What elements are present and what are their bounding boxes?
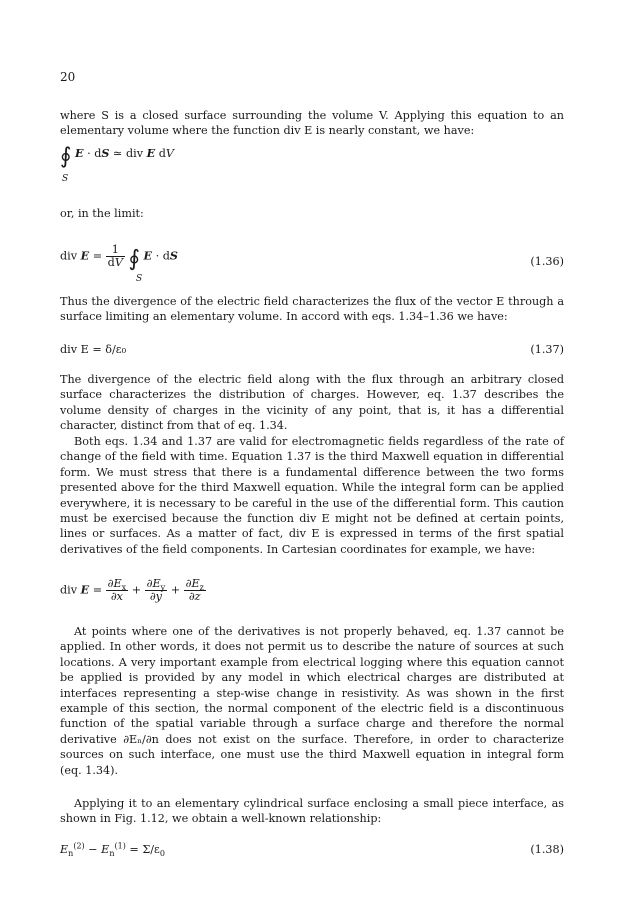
page-number: 20 xyxy=(60,70,76,84)
equation-flux-approx: ∮ E · dS ≃ div E dV S xyxy=(60,144,174,184)
equation-1-38: $E_n^{(2)} - E_n^{(1)} = \Sigma/\varepsilon_0$ (1.38) xyxy=(60,841,564,859)
paragraph-2: or, in the limit: xyxy=(60,207,144,220)
equation-number: (1.37) xyxy=(530,343,564,356)
paragraph-7: Applying it to an elementary cylindrical surface enclosing a small piece interface, as shown in Fig. 1.12, we obtain a well-known relationship: xyxy=(60,797,564,826)
equation-1-36: div E = $\frac{1}{dV}$ ∮ E · dS S (1.36) xyxy=(60,243,564,284)
paragraph-1: where S is a closed surface surrounding the volume V. Applying this equation to an elementary volume where the function div E is nearly constant, we have: xyxy=(60,109,564,138)
paragraph-5: Both eqs. 1.34 and 1.37 are valid for electromagnetic fields regardless of the rate of change of the field with time. Equation 1.37 is the third Maxwell equation in differential form. We must stress that there is a fundamental difference between the two forms presented above for the third Maxwell equation. While the integral form can be applied everywhere, it is necessary to be careful in the use of the differential form. This caution must be exercised because the function div E might not be defined at certain points, lines or surfaces. As a matter of fact, div E is expressed in terms of the first spatial derivatives of the field components. In Cartesian coordinates for example, we have: xyxy=(60,435,564,556)
paragraph-3: Thus the divergence of the electric field characterizes the flux of the vector E through a surface limiting an elementary volume. In accord with eqs. 1.34–1.36 we have: xyxy=(60,295,564,324)
equation-cartesian-divergence: div E = $\frac{\partial E_x}{\partial x}$ + $\frac{\partial E_y}{\partial y}$ + $\frac{\partial E_z}{\partial z}$ xyxy=(60,577,204,603)
paragraph-4: The divergence of the electric field along with the flux through an arbitrary closed surface characterizes the distribution of charges. However, eq. 1.37 describes the volume density of charges in the vicinity of any point, that is, it has a differential character, distinct from that of eq. 1.34. xyxy=(60,373,564,433)
equation-number: (1.38) xyxy=(530,843,564,856)
contour-integral-symbol: ∮ xyxy=(60,144,72,169)
equation-1-37: div E = δ/ε₀ (1.37) xyxy=(60,343,564,356)
paragraph-6: At points where one of the derivatives is not properly behaved, eq. 1.37 cannot be applied. In other words, it does not permit us to describe the nature of sources at such locations. A very important example from electrical logging where this equation cannot be applied is provided by any model in which electrical charges are distributed at interfaces representing a step-wise change in resistivity. As was shown in the first example of this section, the normal component of the electric field is a discontinuous function of the spatial variable through a surface charge and therefore the normal derivative ∂Eₙ/∂n does not exist on the surface. Therefore, in order to characterize sources on such interface, one must use the third Maxwell equation in integral form (eq. 1.34). xyxy=(60,625,564,777)
equation-number: (1.36) xyxy=(530,255,564,268)
